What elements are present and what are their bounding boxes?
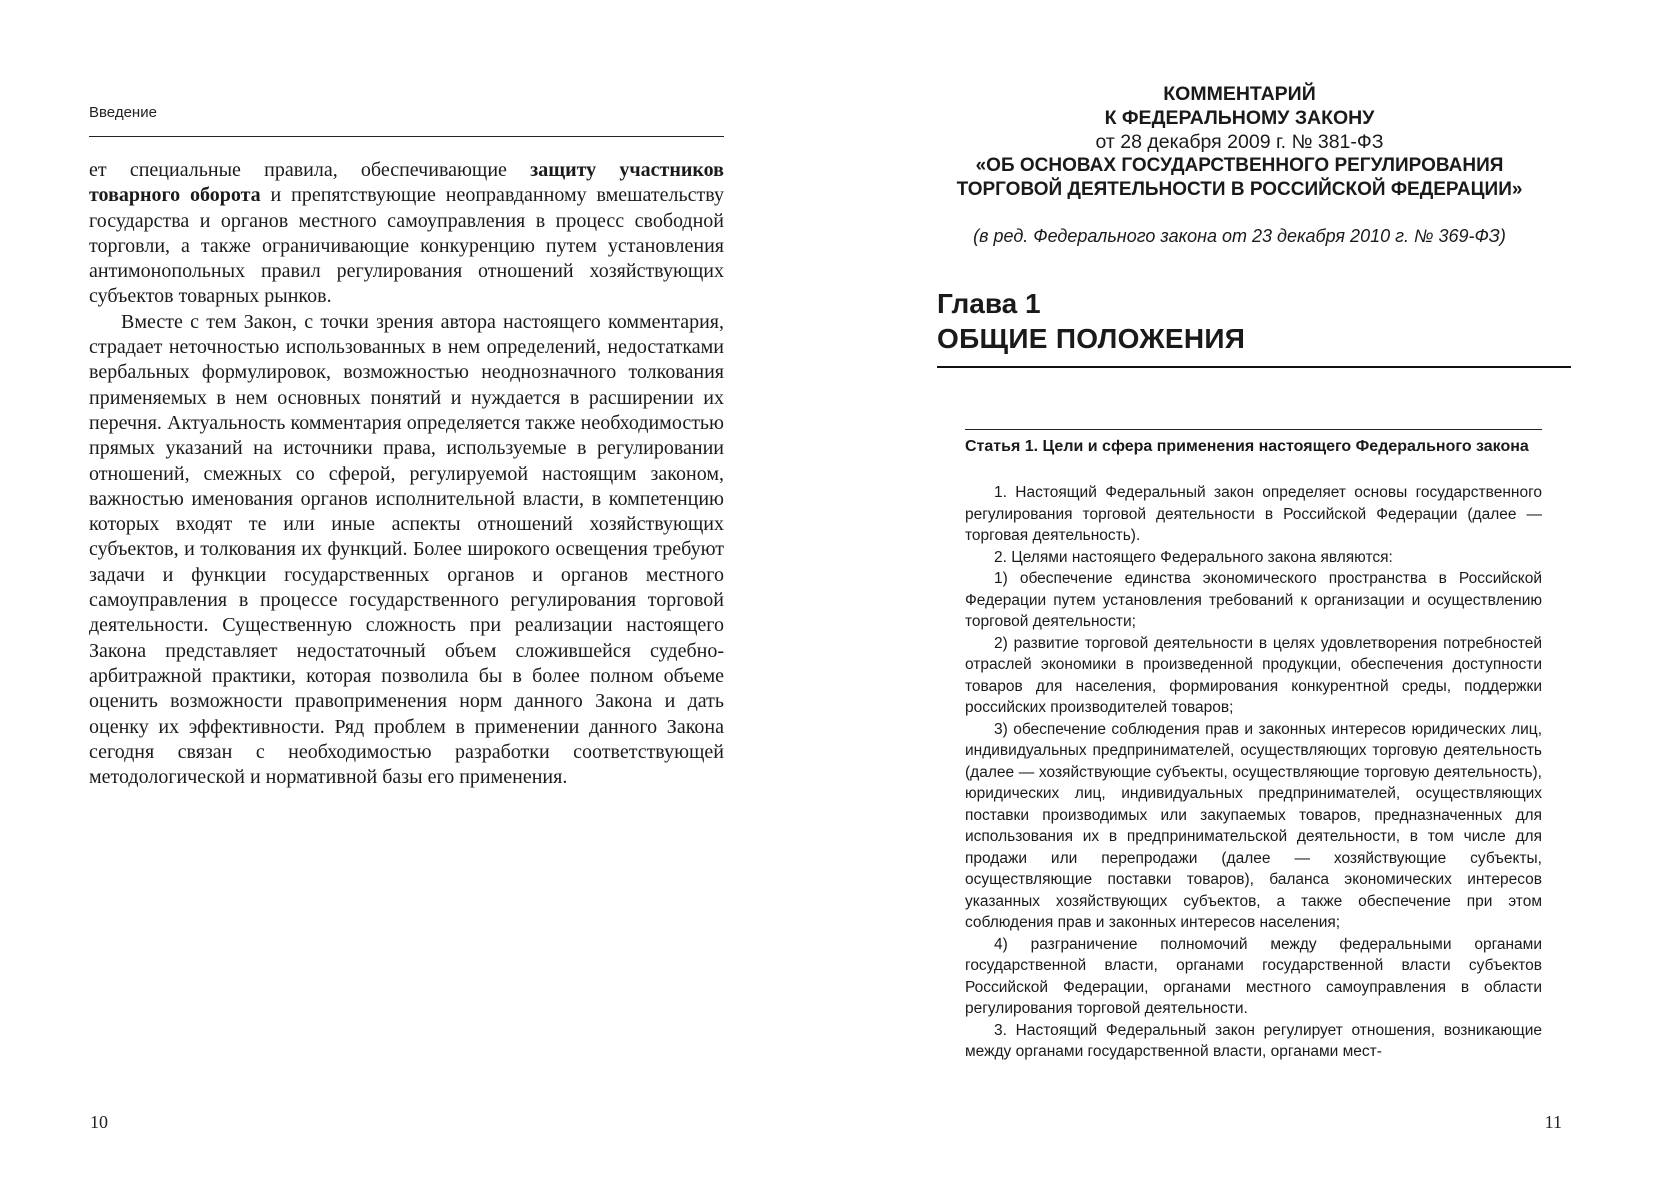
law-title: [927, 82, 1552, 202]
article-heading: Статья 1. Цели и сфера применения настоящего Федерального закона: [965, 438, 1529, 455]
intro-paragraph-1: ет специальные правила, обеспечивающие защиту участников товарного оборота и препятствующие неоправданному вмешательству государства и органов местного самоуправления в процесс свободной торговли, а также ограничивающие конкуренцию путем установления антимонопольных правил регулирования отношений хозяйствующих субъектов товарных рынков.: [89, 159, 724, 308]
law-title-line-1: КОММЕНТАРИЙ: [1163, 83, 1316, 105]
edition-note: (в ред. Федерального закона от 23 декабря 2010 г. № 369-ФЗ): [973, 226, 1506, 246]
law-title-line-4: «ОБ ОСНОВАХ ГОСУДАРСТВЕННОГО РЕГУЛИРОВАНИЯ: [975, 155, 1504, 176]
article-paragraph: 2. Целями настоящего Федерального закона являются:: [994, 548, 1393, 566]
article-paragraph: 3. Настоящий Федеральный закон регулирует отношения, возникающие между органами государственной власти, органами мест-: [965, 1021, 1542, 1060]
article-rule: [965, 429, 1542, 430]
article-paragraph: 3) обеспечение соблюдения прав и законных интересов юридических лиц, индивидуальных предпринимателей, осуществляющих торговую деятельность (далее — хозяйствующие субъекты, осуществляющие торговую деятельность), юридических лиц, индивидуальных предпринимателей, осуществляющих поставки производимых или закупаемых товаров, предназначенных для использования их в предпринимательской деятельности, в том числе для продажи или перепродажи (далее — хозяйствующие субъекты, осуществляющие поставки товаров), баланса экономических интересов указанных хозяйствующих субъектов, а также обеспечение при этом соблюдения прав и законных интересов населения;: [965, 720, 1542, 931]
article-body: [965, 482, 1542, 1063]
bold-emphasis: защиту участников товарного оборота: [89, 159, 724, 207]
article-paragraph: 2) развитие торговой деятельности в целях удовлетворения потребностей отраслей экономики в произведенной продукции, обеспечения доступности товаров для населения, формирования конкурентной среды, поддержки российских производителей товаров;: [965, 634, 1542, 716]
page-number-right: 11: [1544, 1112, 1562, 1132]
right-page: [827, 0, 1654, 1199]
law-title-line-2: К ФЕДЕРАЛЬНОМУ ЗАКОНУ: [1104, 107, 1375, 129]
article-paragraph: 1) обеспечение единства экономического пространства в Российской Федерации путем установления требований к организации и осуществлению торговой деятельности;: [965, 570, 1542, 630]
law-title-date: от 28 декабря 2009 г. № 381-ФЗ: [1095, 131, 1384, 153]
chapter-rule: [937, 366, 1571, 368]
intro-paragraph-2: Вместе с тем Закон, с точки зрения автора настоящего комментария, страдает неточностью использованных в нем определений, недостатками вербальных формулировок, возможностью неоднозначного толкования применяемых в нем основных понятий и нуждается в расширении их перечня. Актуальность комментария определяется также необходимостью прямых указаний на источники права, используемые в регулировании отношений, смежных со сферой, регулируемой настоящим законом, важностью именования органов исполнительной власти, в компетенцию которых входят те или иные аспекты отношений хозяйствующих субъектов, и толкования их функций. Более широкого освещения требуют задачи и функции государственных органов и органов местного самоуправления в процессе государственного регулирования торговой деятельности. Существенную сложность при реализации настоящего Закона представляет недостаточный объем сложившейся судебно-арбитражной практики, которая позволила бы в более полном объеме оценить возможности правоприменения норм данного Закона и дать оценку их эффективности. Ряд проблем в применении данного Закона сегодня связан с необходимостью разработки соответствующей методологической и нормативной базы его применения.: [89, 310, 724, 789]
running-head-rule: [89, 136, 724, 137]
chapter-title: ОБЩИЕ ПОЛОЖЕНИЯ: [937, 323, 1246, 354]
chapter-number: Глава 1: [937, 288, 1041, 319]
page-number-left: 10: [90, 1112, 108, 1132]
intro-body-text: [89, 158, 724, 790]
article-paragraph: 4) разграничение полномочий между федеральными органами государственной власти, органами государственной власти субъектов Российской Федерации, органами местного самоуправления в области регулирования торговой деятельности.: [965, 935, 1542, 1017]
running-head: Введение: [89, 104, 157, 121]
law-title-line-5: ТОРГОВОЙ ДЕЯТЕЛЬНОСТИ В РОССИЙСКОЙ ФЕДЕРАЦИИ»: [956, 179, 1523, 200]
article-paragraph: 1. Настоящий Федеральный закон определяет основы государственного регулирования торговой деятельности в Российской Федерации (далее — торговая деятельность).: [965, 484, 1542, 544]
